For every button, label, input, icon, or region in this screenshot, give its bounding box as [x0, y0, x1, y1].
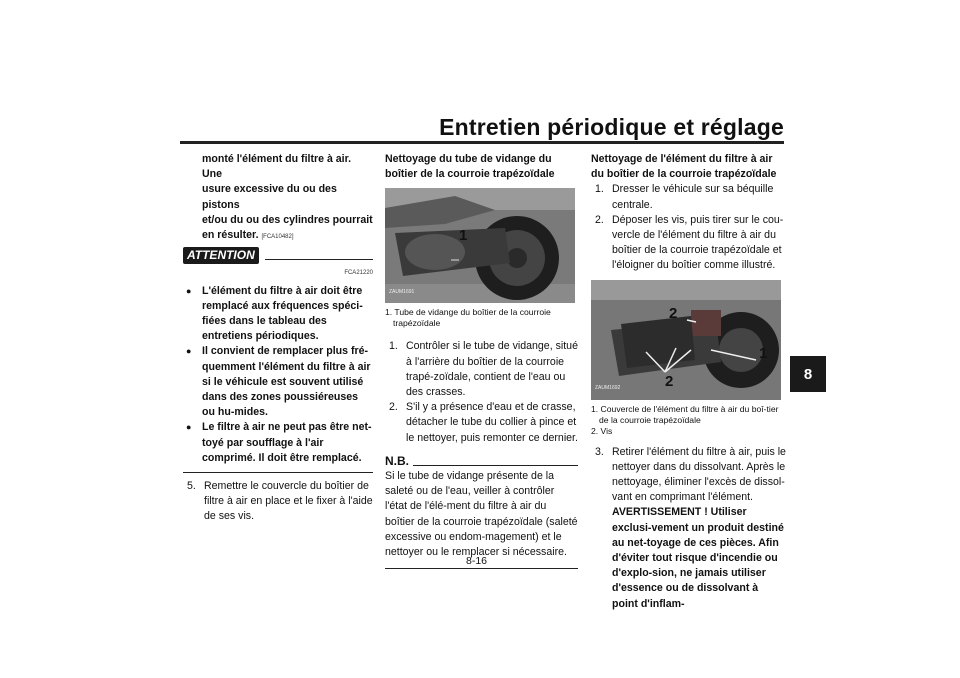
step-text: S'il y a présence d'eau et de crasse, détacher le tube du collier à pince et le nettoyer, puis remonter ce dernier.: [406, 401, 578, 444]
caption-item: 1. Tube de vidange du boîtier de la courroie trapézoïdale: [385, 307, 551, 329]
drain-tube-photo: [385, 188, 575, 303]
step-text: Dresser le véhicule sur sa béquille centrale.: [612, 183, 774, 211]
step-list: [385, 339, 578, 445]
section-heading: Nettoyage de l'élément du filtre à air du boîtier de la courroie trapézoïdale: [591, 153, 777, 181]
note-rule: [413, 465, 578, 466]
note-label: N.B.: [385, 453, 409, 468]
attention-label: ATTENTION: [183, 247, 259, 264]
step-list: [591, 182, 786, 273]
attention-end-rule: [183, 472, 373, 473]
page-number: 8-16: [466, 555, 488, 567]
caption-item: 1. Couvercle de l'élément du filtre à air du boî-tier de la courroie trapézoïdale: [591, 403, 779, 425]
step-text: Contrôler si le tube de vidange, situé à l'arrière du boîtier de la courroie trapé-zoïdale, contient de l'eau ou des crasses.: [406, 340, 578, 399]
attention-bullet: ● Il convient de remplacer plus fré-quemment l'élément du filtre à air si le véhicule est souvent utilisé dans des zones poussiéreuses ou hu-mides.: [183, 344, 373, 420]
step-item: [385, 400, 578, 446]
photo-callout-1: 1: [459, 227, 468, 245]
intro-line-end: en résulter.: [202, 229, 259, 242]
intro-text: [183, 152, 373, 245]
photo-code: ZAUM1692: [595, 385, 621, 392]
step-item: [591, 445, 786, 612]
step-number: 5.: [187, 480, 196, 493]
intro-line: monté l'élément du filtre à air. Une: [202, 153, 352, 181]
photo-code: ZAUM1691: [389, 289, 415, 296]
step-text: Retirer l'élément du filtre à air, puis le nettoyer dans du dissolvant. Après le nettoyage, éliminer l'excès de dissol-vant en comprimant l'élément.: [612, 445, 786, 504]
step-item: [591, 213, 786, 274]
photo-caption: [385, 307, 578, 329]
note-header: [385, 454, 578, 469]
intro-line: et/ou du ou des cylindres pourrait: [202, 213, 373, 226]
header-rule: [180, 141, 784, 144]
photo-callout-2: 2: [669, 304, 678, 322]
note-text: Si le tube de vidange présente de la saleté ou de l'eau, veiller à contrôler l'état de l'élé-ment du filtre à air du boîtier de la courroie trapézoïdale (saleté excessive ou endom-magement) et le nettoyer ou le remplacer si nécessaire.: [385, 470, 578, 559]
attention-code: FCA21220: [344, 270, 373, 277]
step-number: 2.: [389, 401, 398, 414]
step-number: 3.: [595, 445, 604, 458]
attention-rule: [265, 259, 373, 260]
attention-list: [183, 284, 373, 466]
attention-bullet: ● L'élément du filtre à air doit être remplacé aux fréquences spéci-fiées dans le tableau des entretiens périodiques.: [183, 284, 373, 345]
step-text: Déposer les vis, puis tirer sur le cou-vercle de l'élément du filtre à air du boîtier de la courroie trapézoïdale et l'éloigner du boîtier comme illustré.: [612, 213, 784, 272]
intro-line: [202, 228, 373, 245]
step-item: [591, 182, 786, 212]
step-number: 2.: [595, 213, 604, 226]
column-2: [385, 152, 578, 575]
warning-text: AVERTISSEMENT ! Utiliser exclusi-vement un produit destiné au net-toyage de ces pièces. Afin d'éviter tout risque d'incendie ou d'explo-sion, ne jamais utiliser d'essence ou de dissolvant à point d'inflam-: [612, 506, 784, 610]
attention-header: [183, 247, 373, 264]
photo-callout-1: 1: [759, 344, 768, 362]
step-item: [385, 339, 578, 400]
step-list: [591, 445, 786, 612]
note-end-rule: [385, 568, 578, 569]
page-header-title: Entretien périodique et réglage: [439, 114, 784, 140]
air-filter-cover-photo: [591, 280, 781, 400]
step-item: [183, 479, 373, 525]
reference-code: [FCA10482]: [261, 234, 294, 241]
column-1: [183, 152, 373, 525]
column-3: [591, 152, 786, 612]
attention-bullet: ● Le filtre à air ne peut pas être net-toyé par soufflage à l'air comprimé. Il doit être remplacé.: [183, 420, 373, 466]
photo-caption: [591, 404, 786, 437]
intro-line: usure excessive du ou des pistons: [202, 183, 337, 211]
step-list: [183, 479, 373, 525]
section-heading: Nettoyage du tube de vidange du boîtier de la courroie trapézoïdale: [385, 153, 555, 181]
step-number: 1.: [389, 340, 398, 353]
step-text: Remettre le couvercle du boîtier de filtre à air en place et le fixer à l'aide de ses vis.: [204, 480, 373, 523]
photo-callout-2: 2: [665, 372, 674, 390]
step-number: 1.: [595, 183, 604, 196]
chapter-tab: 8: [790, 356, 826, 392]
caption-item: 2. Vis: [591, 425, 613, 436]
